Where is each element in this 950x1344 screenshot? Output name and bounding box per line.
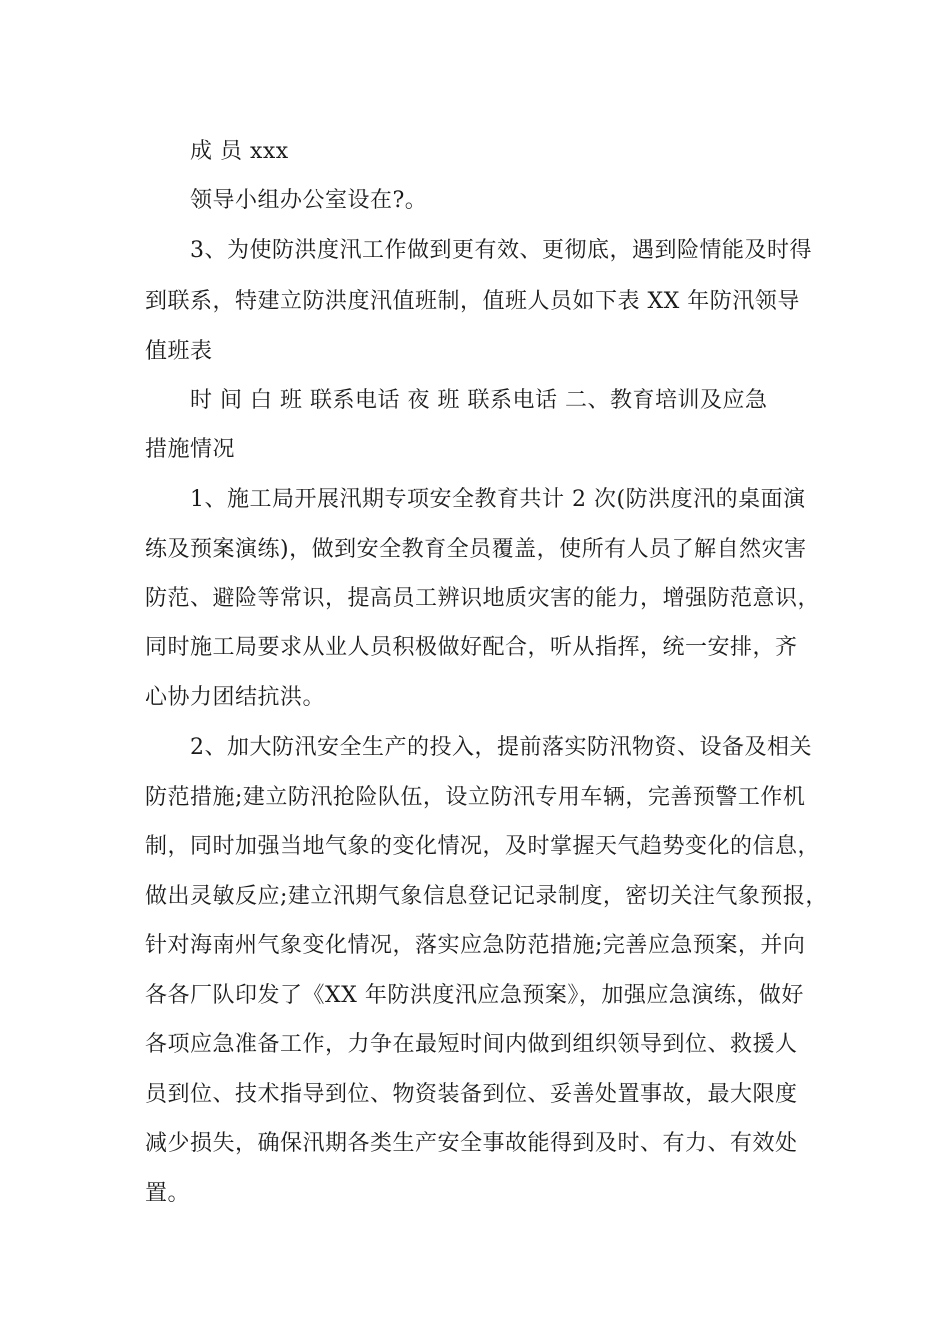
text-line: 制，同时加强当地气象的变化情况，及时掌握天气趋势变化的信息， [145, 834, 821, 859]
text-line: 措施情况 [145, 437, 236, 462]
text-line: 置。 [145, 1181, 191, 1206]
text-line: 到联系，特建立防洪度汛值班制，值班人员如下表 XX 年防汛领导 [145, 289, 800, 314]
text-line: 3、为使防洪度汛工作做到更有效、更彻底，遇到险情能及时得 [190, 238, 812, 263]
text-line: 各项应急准备工作，力争在最短时间内做到组织领导到位、救援人 [145, 1032, 798, 1057]
text-line: 针对海南州气象变化情况，落实应急防范措施;完善应急预案，并向 [145, 933, 806, 958]
text-line: 练及预案演练)，做到安全教育全员覆盖，使所有人员了解自然灾害 [145, 537, 807, 562]
text-line: 减少损失，确保汛期各类生产安全事故能得到及时、有力、有效处 [145, 1131, 798, 1156]
text-line: 成 员 xxx [190, 139, 289, 164]
text-line: 同时施工局要求从业人员积极做好配合，听从指挥，统一安排，齐 [145, 635, 798, 660]
text-line: 员到位、技术指导到位、物资装备到位、妥善处置事故，最大限度 [145, 1082, 798, 1107]
text-line: 各各厂队印发了《XX 年防洪度汛应急预案》，加强应急演练，做好 [145, 983, 804, 1008]
text-line: 防范措施;建立防汛抢险队伍，设立防汛专用车辆，完善预警工作机 [145, 785, 806, 810]
text-line: 心协力团结抗洪。 [145, 685, 326, 710]
text-line: 2、加大防汛安全生产的投入，提前落实防汛物资、设备及相关 [190, 735, 812, 760]
text-line: 值班表 [145, 339, 213, 364]
text-line: 防范、避险等常识，提高员工辨识地质灾害的能力，增强防范意识， [145, 586, 821, 611]
text-line: 时 间 白 班 联系电话 夜 班 联系电话 二、教育培训及应急 [190, 388, 768, 413]
text-line: 做出灵敏反应;建立汛期气象信息登记记录制度，密切关注气象预报， [145, 884, 828, 909]
text-line: 领导小组办公室设在?。 [190, 188, 428, 213]
text-line: 1、施工局开展汛期专项安全教育共计 2 次(防洪度汛的桌面演 [190, 487, 806, 512]
